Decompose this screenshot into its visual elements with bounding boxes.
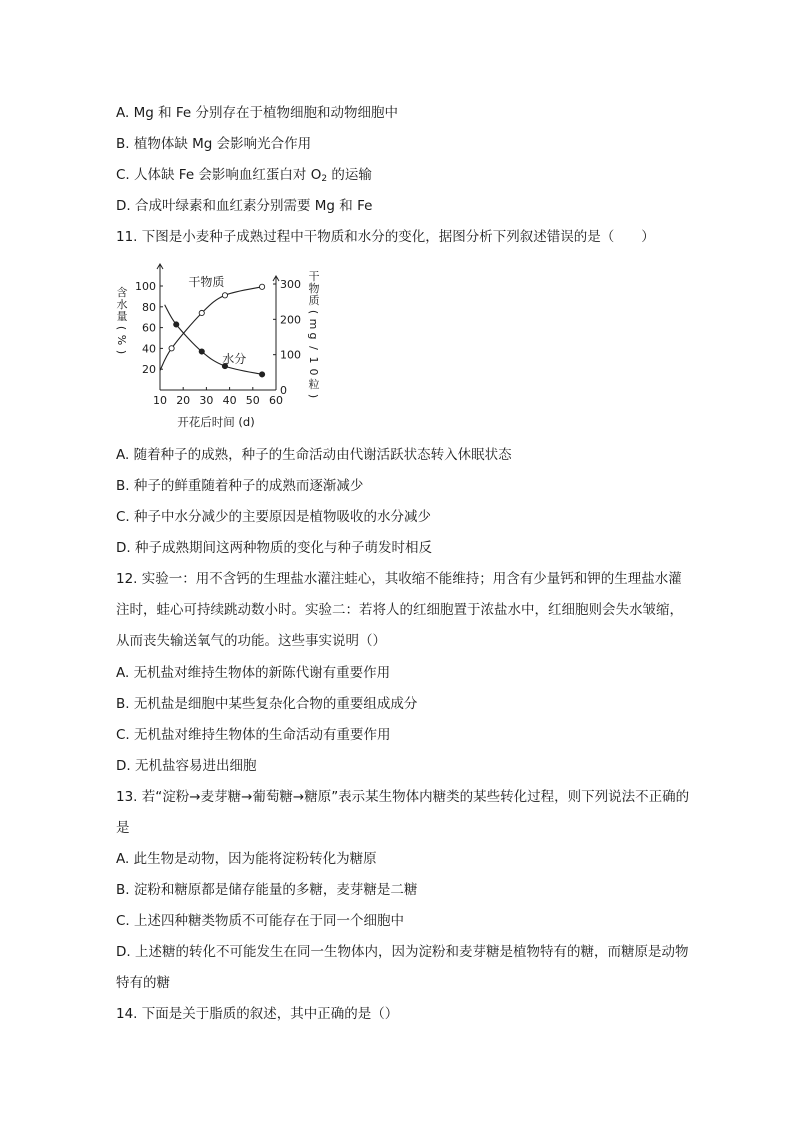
q10-option-a: A. Mg 和 Fe 分别存在于植物细胞和动物细胞中: [116, 105, 399, 121]
q11-option-b: B. 种子的鲜重随着种子的成熟而逐渐减少: [116, 478, 364, 494]
q13-option-d-line-2: 特有的糖: [116, 975, 170, 991]
series-line-1: [165, 305, 262, 375]
dry-matter-point: [259, 284, 264, 289]
svg-text:(: (: [115, 325, 128, 331]
x-tick-label: 30: [199, 394, 214, 407]
q11-option-d: D. 种子成熟期间这两种物质的变化与种子萌发时相反: [116, 540, 432, 556]
water-point: [199, 349, 204, 354]
x-axis-title: 开花后时间 (d): [177, 415, 255, 429]
q13-option-d-line-1: D. 上述糖的转化不可能发生在同一生物体内，因为淀粉和麦芽糖是植物特有的糖，而糖原是动物: [116, 944, 689, 960]
svg-text:(: (: [307, 309, 320, 315]
q10-option-c-text: C. 人体缺 Fe 会影响血红蛋白对 O: [116, 167, 322, 183]
x-tick-label: 40: [222, 394, 237, 407]
q12-stem-line-3: 从而丧失输送氧气的功能。这些事实说明（）: [116, 633, 386, 649]
q13-option-c: C. 上述四种糖类物质不可能存在于同一个细胞中: [116, 913, 405, 929]
q11-option-c: C. 种子中水分减少的主要原因是植物吸收的水分减少: [116, 509, 432, 525]
y-left-tick-label: 100: [135, 280, 156, 293]
q12-option-a: A. 无机盐对维持生物体的新陈代谢有重要作用: [116, 665, 391, 681]
y-left-tick-label: 80: [142, 300, 156, 314]
q10-option-b: B. 植物体缺 Mg 会影响光合作用: [116, 136, 312, 152]
svg-text:/: /: [307, 346, 320, 350]
y-right-tick-label: 0: [280, 384, 287, 397]
svg-text:水: 水: [116, 298, 128, 311]
svg-text:含: 含: [116, 286, 128, 299]
q13-option-a: A. 此生物是动物，因为能将淀粉转化为糖原: [116, 851, 377, 867]
y-right-tick-label: 100: [280, 348, 301, 362]
svg-text:物: 物: [308, 282, 320, 295]
q13-stem-line-1: 13. 若“淀粉→麦芽糖→葡萄糖→糖原”表示某生物体内糖类的某些转化过程，则下列说法不正确的: [116, 789, 690, 805]
svg-text:g: g: [307, 332, 320, 340]
svg-text:粒: 粒: [308, 378, 320, 391]
svg-text:): ): [115, 349, 128, 355]
dry-matter-point: [199, 310, 204, 315]
y-axis-left-title: [115, 285, 128, 354]
svg-text:1: 1: [307, 356, 320, 364]
q13-stem-line-2: 是: [116, 820, 130, 836]
q10-option-d: D. 合成叶绿素和血红素分别需要 Mg 和 Fe: [116, 198, 373, 214]
y-axis-right-title: [307, 270, 320, 398]
q10-option-c-subscript: 2: [321, 174, 328, 184]
q10-option-c: [116, 166, 372, 188]
dry-matter-point: [222, 293, 227, 298]
svg-text:m: m: [307, 318, 320, 330]
q12-option-c: C. 无机盐对维持生物体的生命活动有重要作用: [116, 727, 391, 743]
q12-option-d: D. 无机盐容易进出细胞: [116, 758, 257, 774]
series-label-dry-matter: 干物质: [188, 275, 225, 289]
x-tick-label: 10: [153, 394, 167, 407]
q13-option-b: B. 淀粉和糖原都是储存能量的多糖，麦芽糖是二糖: [116, 882, 418, 898]
y-right-tick-label: 300: [280, 278, 301, 291]
svg-text:干: 干: [308, 270, 320, 283]
x-tick-label: 20: [176, 394, 191, 407]
y-left-tick-label: 20: [142, 363, 156, 377]
q10-option-c-text-end: 的运输: [327, 167, 372, 183]
q12-stem-line-1: 12. 实验一：用不含钙的生理盐水灌注蛙心，其收缩不能维持；用含有少量钙和钾的生理盐水灌: [116, 571, 682, 587]
svg-text:质: 质: [308, 294, 320, 307]
svg-text:): ): [307, 393, 320, 399]
water-point: [259, 372, 264, 377]
q14-stem: 14. 下面是关于脂质的叙述，其中正确的是（）: [116, 1006, 399, 1022]
q12-stem-line-2: 注时，蛙心可持续跳动数小时。实验二：若将人的红细胞置于浓盐水中，红细胞则会失水皱缩，: [116, 602, 683, 618]
y-left-tick-label: 40: [142, 342, 156, 356]
svg-text:0: 0: [307, 368, 320, 376]
water-point: [174, 322, 179, 327]
series-label-water: 水分: [222, 351, 247, 366]
svg-text:量: 量: [116, 310, 128, 323]
y-right-tick-label: 200: [280, 313, 301, 327]
chart-series: [160, 284, 265, 377]
y-left-tick-label: 60: [142, 321, 156, 335]
x-tick-label: 50: [245, 394, 260, 407]
dry-matter-point: [169, 346, 174, 351]
svg-text:%: %: [115, 334, 128, 346]
x-tick-label: 60: [269, 394, 283, 407]
q11-stem: 11. 下图是小麦种子成熟过程中干物质和水分的变化，据图分析下列叙述错误的是（ ）: [116, 229, 655, 245]
seed-maturation-chart: [112, 256, 334, 436]
q11-option-a: A. 随着种子的成熟，种子的生命活动由代谢活跃状态转入休眠状态: [116, 447, 512, 463]
q12-option-b: B. 无机盐是细胞中某些复杂化合物的重要组成成分: [116, 696, 418, 712]
